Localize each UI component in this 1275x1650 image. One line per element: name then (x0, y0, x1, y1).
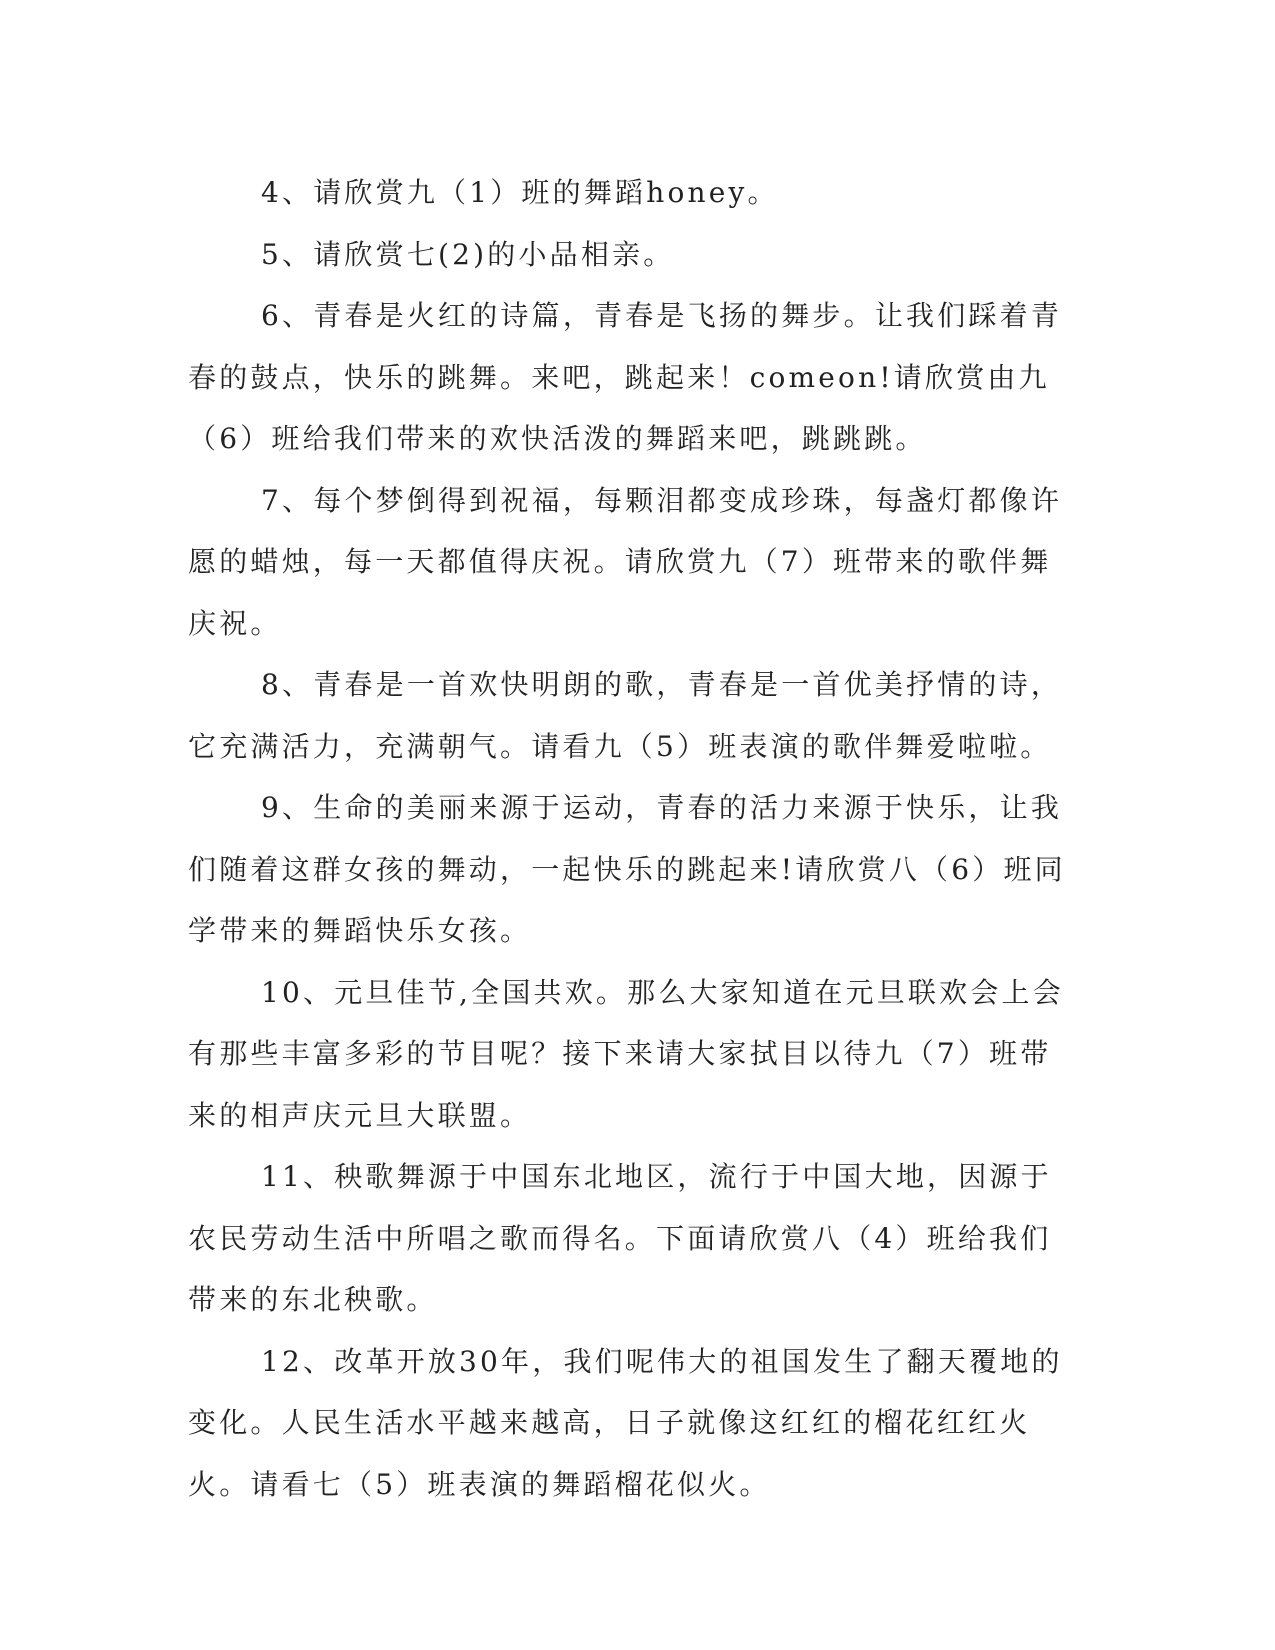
paragraph-4: 4、请欣赏九（1）班的舞蹈honey。 (261, 176, 779, 209)
paragraph-9: 9、生命的美丽来源于运动，青春的活力来源于快乐，让我们随着这群女孩的舞动，一起快乐的跳起来!请欣赏八（6）班同学带来的舞蹈快乐女孩。 (188, 791, 1066, 947)
paragraph-10: 10、元旦佳节,全国共欢。那么大家知道在元旦联欢会上会有那些丰富多彩的节目呢？接下来请大家拭目以待九（7）班带来的相声庆元旦大联盟。 (188, 975, 1064, 1132)
paragraph-8: 8、青春是一首欢快明朗的歌，青春是一首优美抒情的诗，它充满活力，充满朝气。请看九（5）班表演的歌伴舞爱啦啦。 (188, 668, 1063, 763)
paragraph-11: 11、秧歌舞源于中国东北地区，流行于中国大地，因源于农民劳动生活中所唱之歌而得名。下面请欣赏八（4）班给我们带来的东北秧歌。 (188, 1160, 1052, 1316)
document-body (188, 162, 1078, 1515)
paragraph-12: 12、改革开放30年，我们呢伟大的祖国发生了翻天覆地的变化。人民生活水平越来越高，日子就像这红红的榴花红红火火。请看七（5）班表演的舞蹈榴花似火。 (188, 1344, 1063, 1501)
paragraph-5: 5、请欣赏七(2)的小品相亲。 (261, 237, 675, 271)
paragraph-7: 7、每个梦倒得到祝福，每颗泪都变成珍珠，每盏灯都像许愿的蜡烛，每一天都值得庆祝。请欣赏九（7）班带来的歌伴舞庆祝。 (188, 483, 1063, 640)
paragraph-6: 6、青春是火红的诗篇，青春是飞扬的舞步。让我们踩着青春的鼓点，快乐的跳舞。来吧，跳起来！comeon!请欣赏由九（6）班给我们带来的欢快活泼的舞蹈来吧，跳跳跳。 (188, 299, 1063, 455)
